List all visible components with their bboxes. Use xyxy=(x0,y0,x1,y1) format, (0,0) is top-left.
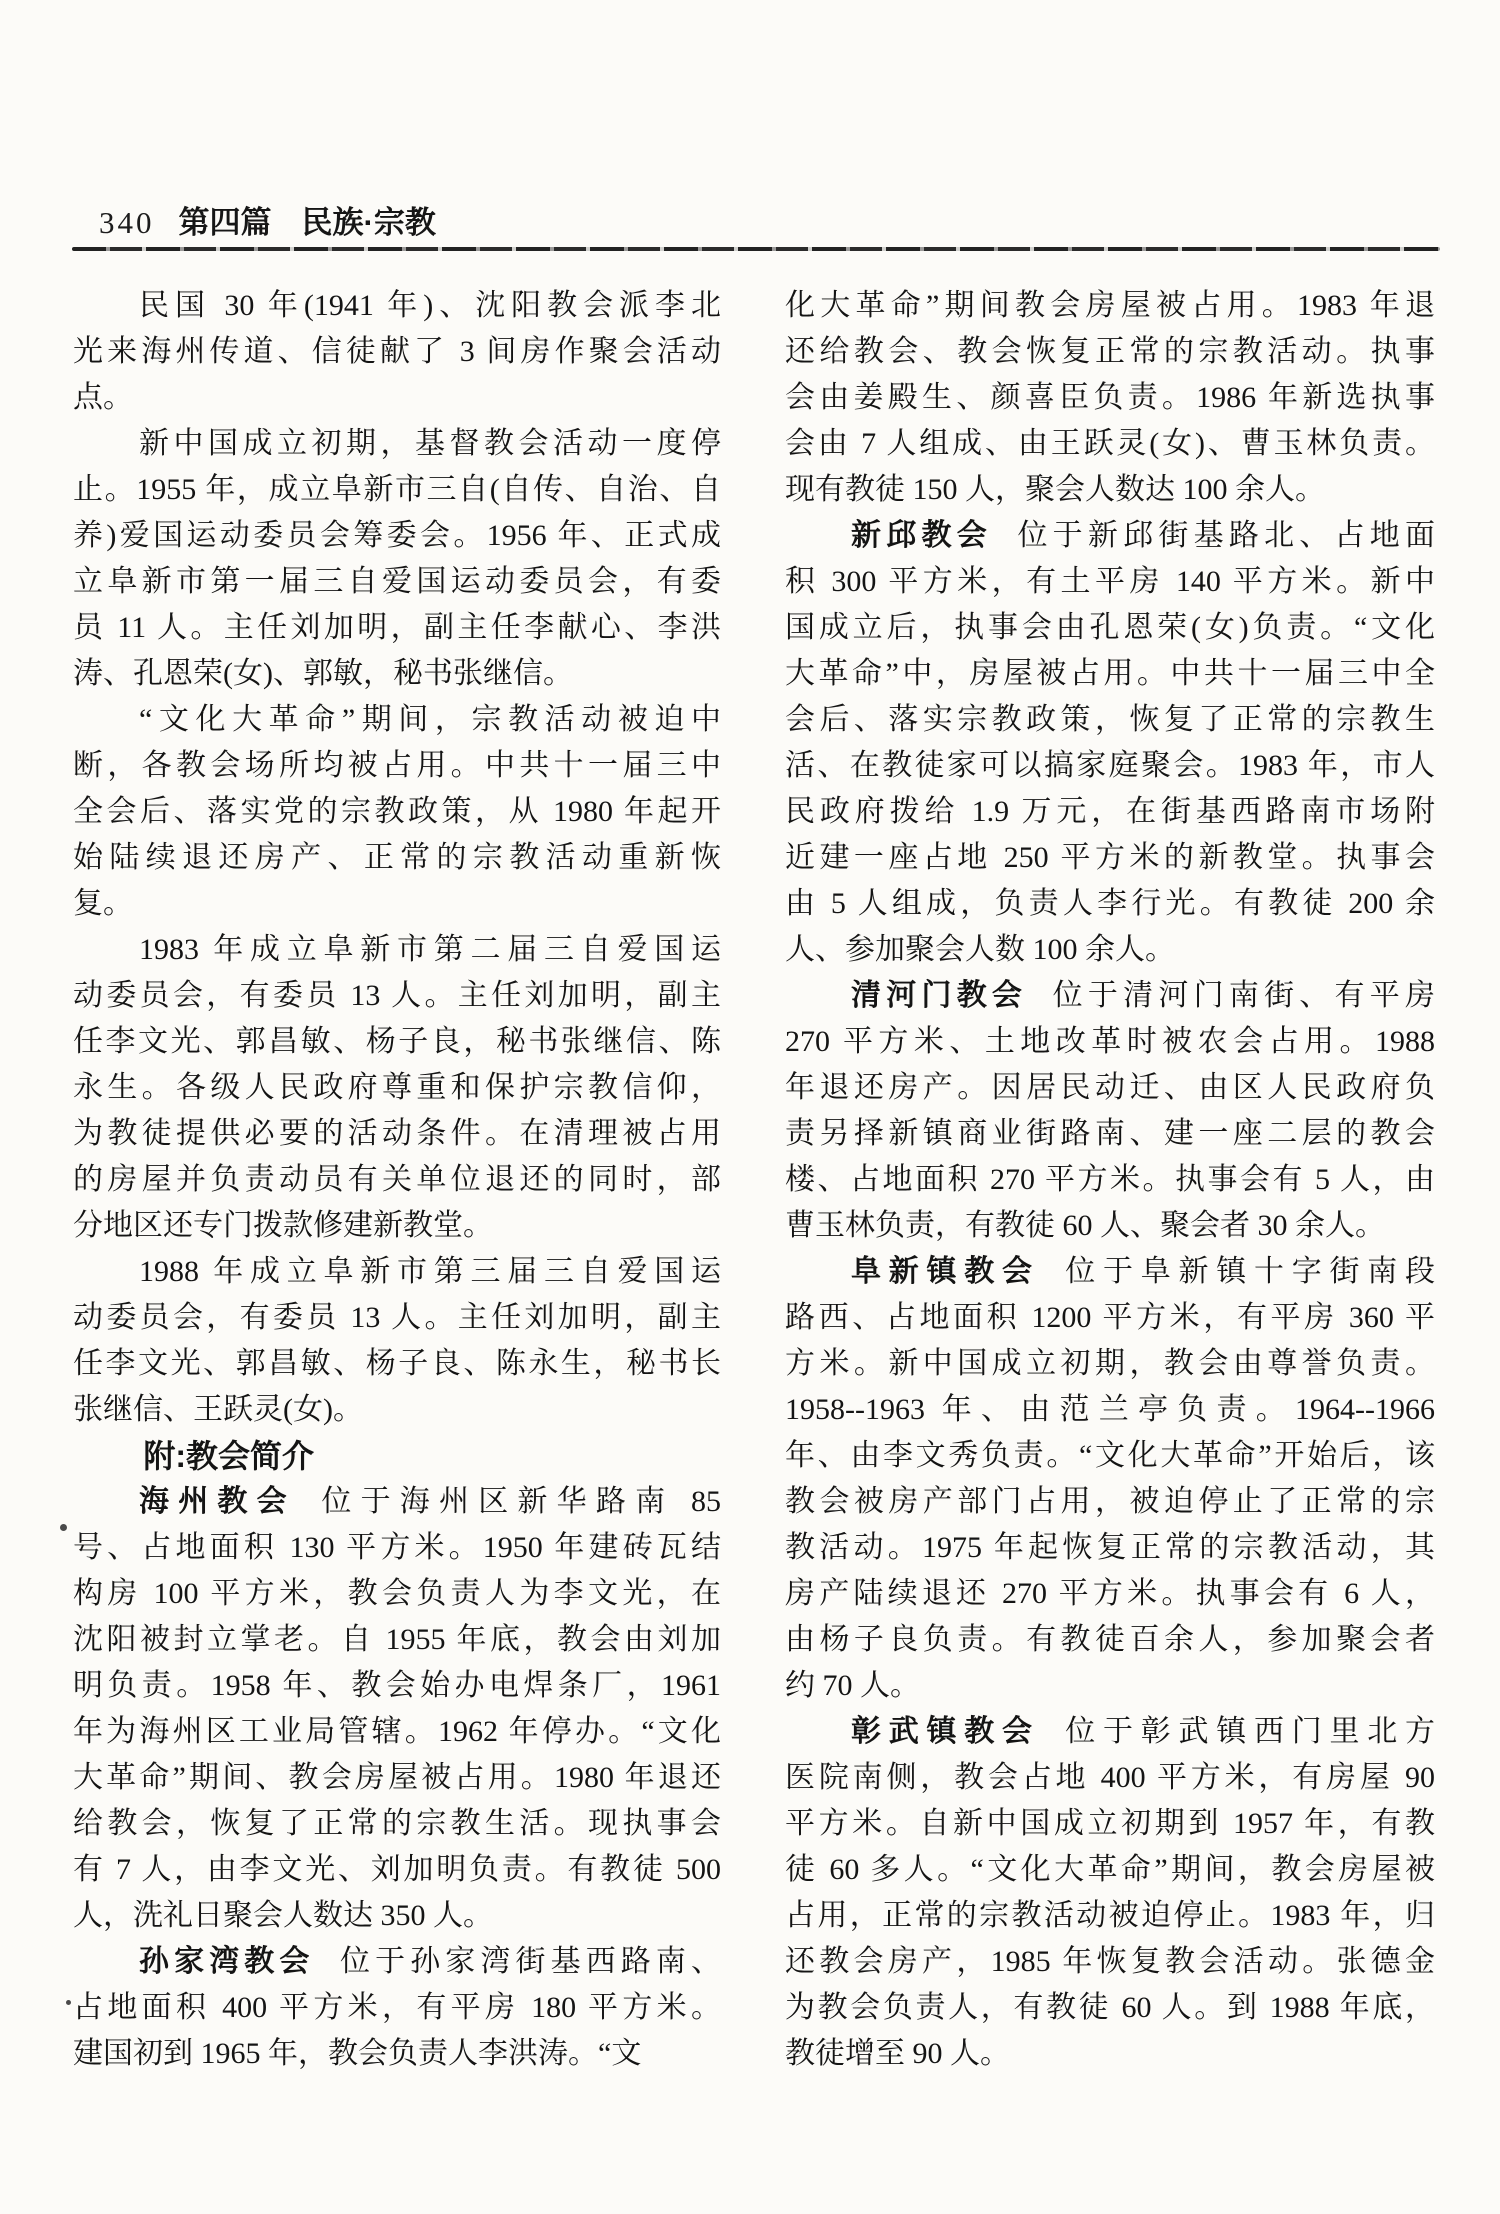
text-line: 永生。各级人民政府尊重和保护宗教信仰， xyxy=(73,1071,721,1104)
text-line: 分地区还专门拨款修建新教堂。 xyxy=(73,1209,493,1242)
text-line: 立阜新市第一届三自爱国运动委员会，有委 xyxy=(73,565,721,598)
text-line: 由杨子良负责。有教徒百余人，参加聚会者 xyxy=(785,1623,1435,1656)
text-line: 员 11 人。主任刘加明，副主任李献心、李洪 xyxy=(73,611,721,644)
text-line: 曹玉林负责，有教徒 60 人、聚会者 30 余人。 xyxy=(785,1209,1385,1242)
text-line: 海州教会 位于海州区新华路南 85 xyxy=(139,1485,721,1518)
text-line: 平方米。自新中国成立初期到 1957 年，有教 xyxy=(785,1807,1435,1840)
text-line: 1983 年成立阜新市第二届三自爱国运 xyxy=(139,933,721,966)
text-line: 化大革命”期间教会房屋被占用。1983 年退 xyxy=(785,289,1435,322)
text-line: 活、在教徒家可以搞家庭聚会。1983 年，市人 xyxy=(785,749,1435,782)
text-line: 孙家湾教会 位于孙家湾街基西路南、 xyxy=(139,1945,721,1978)
section-heading: 附:教会简介 xyxy=(143,1438,315,1474)
text-line: 房产陆续退还 270 平方米。执事会有 6 人， xyxy=(785,1577,1435,1610)
text-line: 国成立后，执事会由孔恩荣(女)负责。“文化 xyxy=(785,611,1435,644)
text-line: 为教会负责人，有教徒 60 人。到 1988 年底， xyxy=(785,1991,1435,2024)
header-rule xyxy=(72,247,1440,251)
text-line: 1988 年成立阜新市第三届三自爱国运 xyxy=(139,1255,721,1288)
text-line: 新邱教会 位于新邱街基路北、占地面 xyxy=(851,519,1435,552)
text-line: 医院南侧，教会占地 400 平方米，有房屋 90 xyxy=(785,1761,1435,1794)
text-line: 复。 xyxy=(73,887,133,920)
text-line: 明负责。1958 年、教会始办电焊条厂，1961 xyxy=(73,1669,721,1702)
text-line: 教会被房产部门占用，被迫停止了正常的宗 xyxy=(785,1485,1435,1518)
text-line: 民国 30 年(1941 年)、沈阳教会派李北 xyxy=(139,289,721,322)
text-line: 积 300 平方米，有土平房 140 平方米。新中 xyxy=(785,565,1435,598)
text-line: 路西、占地面积 1200 平方米，有平房 360 平 xyxy=(785,1301,1435,1334)
text-line: 大革命”期间、教会房屋被占用。1980 年退还 xyxy=(73,1761,721,1794)
text-line: 为教徒提供必要的活动条件。在清理被占用 xyxy=(73,1117,721,1150)
scan-speck xyxy=(60,1524,67,1531)
text-line: 彰武镇教会 位于彰武镇西门里北方 xyxy=(851,1715,1435,1748)
text-line: 徒 60 多人。“文化大革命”期间，教会房屋被 xyxy=(785,1853,1435,1886)
text-line: 涛、孔恩荣(女)、郭敏，秘书张继信。 xyxy=(73,657,573,690)
text-line: 阜新镇教会 位于阜新镇十字街南段 xyxy=(851,1255,1435,1288)
text-line: 会后、落实宗教政策，恢复了正常的宗教生 xyxy=(785,703,1435,736)
text-line: 给教会，恢复了正常的宗教生活。现执事会 xyxy=(73,1807,721,1840)
text-line: 约 70 人。 xyxy=(785,1669,920,1702)
scan-speck xyxy=(66,2000,71,2005)
text-line: 构房 100 平方米，教会负责人为李文光，在 xyxy=(73,1577,721,1610)
text-line: 光来海州传道、信徒献了 3 间房作聚会活动 xyxy=(73,335,721,368)
section-label: 第四篇 xyxy=(178,205,272,240)
text-line: 方米。新中国成立初期，教会由尊誉负责。 xyxy=(785,1347,1435,1380)
text-line: 人、参加聚会人数 100 余人。 xyxy=(785,933,1175,966)
text-line: 270 平方米、土地改革时被农会占用。1988 xyxy=(785,1025,1435,1058)
text-line: 楼、占地面积 270 平方米。执事会有 5 人，由 xyxy=(785,1163,1435,1196)
column-left xyxy=(73,283,721,2077)
text-line: 1958--1963 年、由范兰亭负责。1964--1966 xyxy=(785,1393,1435,1426)
column-right xyxy=(785,283,1435,2077)
text-line: 教活动。1975 年起恢复正常的宗教活动，其 xyxy=(785,1531,1435,1564)
text-line: “文化大革命”期间，宗教活动被迫中 xyxy=(139,703,721,736)
text-line: 现有教徒 150 人，聚会人数达 100 余人。 xyxy=(785,473,1325,506)
text-line: 大革命”中，房屋被占用。中共十一届三中全 xyxy=(785,657,1435,690)
church-name: 阜新镇教会 xyxy=(851,1255,1040,1288)
text-line: 沈阳被封立掌老。自 1955 年底，教会由刘加 xyxy=(73,1623,721,1656)
text-line: 全会后、落实党的宗教政策，从 1980 年起开 xyxy=(73,795,721,828)
text-line: 始陆续退还房产、正常的宗教活动重新恢 xyxy=(73,841,721,874)
text-line: 会由 7 人组成、由王跃灵(女)、曹玉林负责。 xyxy=(785,427,1435,460)
text-line: 由 5 人组成，负责人李行光。有教徒 200 余 xyxy=(785,887,1435,920)
church-name: 孙家湾教会 xyxy=(139,1945,315,1978)
text-line: 张继信、王跃灵(女)。 xyxy=(73,1393,363,1426)
text-line: 的房屋并负责动员有关单位退还的同时，部 xyxy=(73,1163,721,1196)
text-line: 任李文光、郭昌敏、杨子良、陈永生，秘书长 xyxy=(73,1347,721,1380)
text-line: 新中国成立初期，基督教会活动一度停 xyxy=(139,427,721,460)
text-line: 断，各教会场所均被占用。中共十一届三中 xyxy=(73,749,721,782)
church-name: 彰武镇教会 xyxy=(851,1715,1040,1748)
text-line: 有 7 人，由李文光、刘加明负责。有教徒 500 xyxy=(73,1853,721,1886)
text-line: 动委员会，有委员 13 人。主任刘加明，副主 xyxy=(73,979,721,1012)
text-line: 还教会房产，1985 年恢复教会活动。张德金 xyxy=(785,1945,1435,1978)
church-name: 清河门教会 xyxy=(851,979,1028,1012)
text-line: 近建一座占地 250 平方米的新教堂。执事会 xyxy=(785,841,1435,874)
chapter-title: 民族·宗教 xyxy=(301,205,436,240)
text-line: 清河门教会 位于清河门南街、有平房 xyxy=(851,979,1435,1012)
text-line: 占地面积 400 平方米，有平房 180 平方米。 xyxy=(73,1991,721,2024)
text-line: 教徒增至 90 人。 xyxy=(785,2037,1010,2070)
page-header xyxy=(99,197,436,242)
text-line: 养)爱国运动委员会筹委会。1956 年、正式成 xyxy=(73,519,721,552)
church-name: 海州教会 xyxy=(139,1485,296,1518)
text-line: 还给教会、教会恢复正常的宗教活动。执事 xyxy=(785,335,1435,368)
text-line: 民政府拨给 1.9 万元，在街基西路南市场附 xyxy=(785,795,1435,828)
text-line: 年为海州区工业局管辖。1962 年停办。“文化 xyxy=(73,1715,721,1748)
text-line: 任李文光、郭昌敏、杨子良，秘书张继信、陈 xyxy=(73,1025,721,1058)
text-line: 动委员会，有委员 13 人。主任刘加明，副主 xyxy=(73,1301,721,1334)
page-number: 340 xyxy=(99,205,155,240)
text-line: 止。1955 年，成立阜新市三自(自传、自治、自 xyxy=(73,473,721,506)
church-name: 新邱教会 xyxy=(851,519,992,552)
text-line: 年退还房产。因居民动迁、由区人民政府负 xyxy=(785,1071,1435,1104)
text-line: 责另择新镇商业街路南、建一座二层的教会 xyxy=(785,1117,1435,1150)
text-line: 占用，正常的宗教活动被迫停止。1983 年，归 xyxy=(785,1899,1435,1932)
text-line: 会由姜殿生、颜喜臣负责。1986 年新选执事 xyxy=(785,381,1435,414)
text-line: 号、占地面积 130 平方米。1950 年建砖瓦结 xyxy=(73,1531,721,1564)
text-line: 建国初到 1965 年，教会负责人李洪涛。“文 xyxy=(73,2037,642,2070)
text-line: 人，洗礼日聚会人数达 350 人。 xyxy=(73,1899,493,1932)
text-line: 年、由李文秀负责。“文化大革命”开始后，该 xyxy=(785,1439,1435,1472)
text-line: 点。 xyxy=(73,381,133,414)
